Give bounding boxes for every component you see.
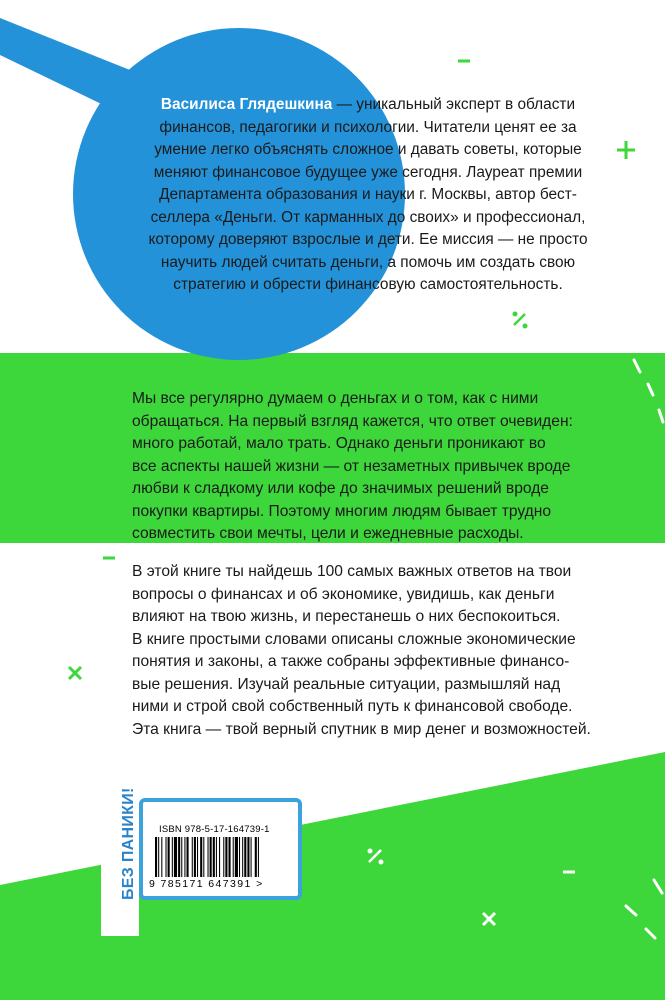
book-line: Эта книга — твой верный спутник в мир денег и возможностей. (132, 720, 591, 738)
series-label: БЕЗ ПАНИКИ! (120, 787, 137, 900)
author-bio-line: меняют финансовое будущее уже сегодня. Лауреат премии (153, 163, 583, 181)
intro-line: покупки квартиры. Поэтому многим людям бывает трудно (132, 502, 552, 520)
author-bio-line: Департамента образования и науки г. Москвы, автор бест- (159, 186, 577, 203)
intro-line: обращаться. На первый взгляд кажется, что ответ очевиден: (132, 412, 573, 430)
intro-line: много работай, мало трать. Однако деньги проникают во (132, 435, 546, 452)
book-line: вопросы о финансах и об экономике, увидишь, как деньги (132, 585, 555, 603)
book-line: В этой книге ты найдешь 100 самых важных ответов на твои (132, 563, 572, 580)
intro-paragraph (132, 388, 608, 546)
author-bio-text: — уникальный эксперт в области (332, 96, 576, 113)
book-description (132, 561, 608, 741)
intro-line: Мы все регулярно думаем о деньгах и о том, как с ними (132, 390, 539, 407)
green-bottom-slope (0, 752, 665, 1000)
isbn-text: ISBN 978-5-17-164739-1 (159, 824, 270, 835)
author-bio-line: селлера «Деньги. От карманных до своих» и профессионал, (150, 208, 586, 226)
author-bio (133, 94, 603, 297)
book-line: В книге простыми словами описаны сложные экономические (132, 630, 576, 648)
author-bio-line: которому доверяют взрослые и дети. Ее миссия — не просто (148, 231, 588, 248)
barcode-digits: 9 785171 647391 > (149, 878, 264, 890)
barcode-bars (155, 837, 295, 879)
author-bio-line (133, 94, 603, 117)
intro-line: все аспекты нашей жизни — от незаметных привычек вроде (132, 457, 571, 475)
book-line: ними и строй свой собственный путь к финансовой свободе. (132, 698, 573, 715)
intro-line: совместить свои мечты, цели и ежедневные расходы. (132, 525, 524, 542)
author-name: Василиса Глядешкина (160, 96, 333, 113)
plus-icon-right (617, 141, 635, 159)
book-line: влияют на твою жизнь, и перестанешь о них беспокоиться. (132, 608, 561, 625)
author-bio-line: научить людей считать деньги, а помочь им создать свою (160, 253, 576, 271)
book-line: понятия и законы, а также собраны эффективные финансо- (132, 653, 570, 670)
author-bio-line: умение легко объяснять сложное и давать советы, которые (154, 141, 582, 158)
author-bio-line: стратегию и обрести финансовую самостоятельность. (173, 276, 563, 293)
book-line: вые решения. Изучай реальные ситуации, размышляй над (132, 675, 561, 693)
barcode-box (139, 798, 302, 900)
cross-icon-left (69, 667, 81, 679)
percent-icon-top (513, 312, 527, 328)
intro-line: любви к сладкому или кофе до значимых решений вроде (132, 480, 549, 497)
author-bio-line: финансов, педагогики и психологии. Читатели ценят ее за (159, 118, 577, 136)
